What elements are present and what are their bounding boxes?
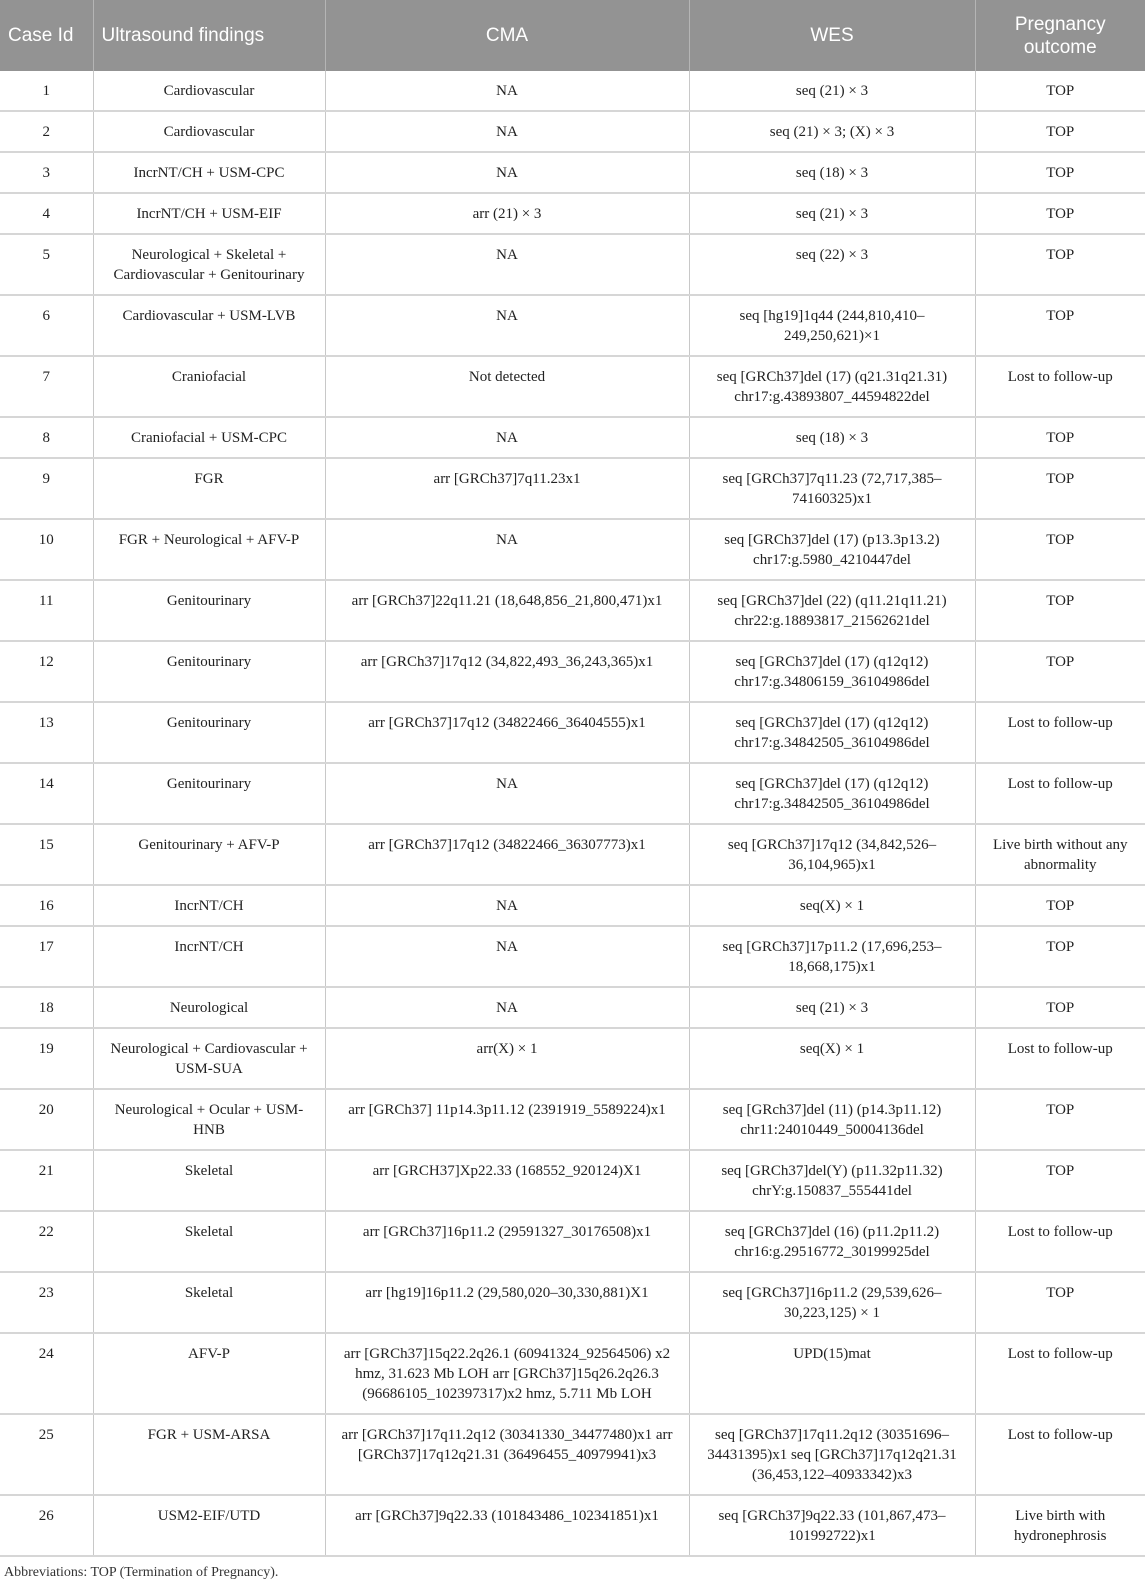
table-row (0, 111, 1145, 152)
cell-ultrasound-findings: IncrNT/CH + USM-CPC (93, 152, 325, 193)
table-row (0, 580, 1145, 641)
table-row (0, 1150, 1145, 1211)
cell-ultrasound-findings: Cardiovascular + USM-LVB (93, 295, 325, 356)
cell-ultrasound-findings: IncrNT/CH (93, 885, 325, 926)
table-row (0, 1333, 1145, 1414)
cell-cma: NA (325, 295, 689, 356)
cell-pregnancy-outcome: Lost to follow-up (975, 1028, 1145, 1089)
cell-case-id: 11 (0, 580, 93, 641)
table-row (0, 417, 1145, 458)
cell-wes: seq [GRCh37]del (16) (p11.2p11.2) chr16:g.29516772_30199925del (689, 1211, 975, 1272)
cell-case-id: 19 (0, 1028, 93, 1089)
table-row (0, 1272, 1145, 1333)
table-row (0, 193, 1145, 234)
cell-cma: NA (325, 519, 689, 580)
cell-cma: Not detected (325, 356, 689, 417)
cell-ultrasound-findings: Genitourinary (93, 641, 325, 702)
cell-cma: arr [hg19]16p11.2 (29,580,020–30,330,881)X1 (325, 1272, 689, 1333)
table-row (0, 295, 1145, 356)
cell-wes: seq(X) × 1 (689, 1028, 975, 1089)
cell-cma: arr [GRCh37]15q22.2q26.1 (60941324_92564506) x2 hmz, 31.623 Mb LOH arr [GRCh37]15q26.2q26.3 (96686105_102397317)x2 hmz, 5.711 Mb LOH (325, 1333, 689, 1414)
cell-wes: seq [GRCh37]16p11.2 (29,539,626–30,223,125) × 1 (689, 1272, 975, 1333)
cell-pregnancy-outcome: Lost to follow-up (975, 1211, 1145, 1272)
cell-wes: seq [hg19]1q44 (244,810,410–249,250,621)×1 (689, 295, 975, 356)
cell-ultrasound-findings: Genitourinary (93, 763, 325, 824)
cell-pregnancy-outcome: TOP (975, 111, 1145, 152)
cell-cma: arr [GRCh37]17q12 (34822466_36404555)x1 (325, 702, 689, 763)
cell-pregnancy-outcome: Live birth with hydronephrosis (975, 1495, 1145, 1556)
cell-pregnancy-outcome: TOP (975, 1150, 1145, 1211)
cell-ultrasound-findings: Genitourinary (93, 702, 325, 763)
cell-ultrasound-findings: Neurological + Ocular + USM-HNB (93, 1089, 325, 1150)
cell-cma: arr [GRCh37]17q12 (34822466_36307773)x1 (325, 824, 689, 885)
cell-ultrasound-findings: Genitourinary + AFV-P (93, 824, 325, 885)
table-row (0, 824, 1145, 885)
cell-wes: seq [GRCh37]del (22) (q11.21q11.21) chr22:g.18893817_21562621del (689, 580, 975, 641)
cell-wes: seq [GRCh37]del(Y) (p11.32p11.32) chrY:g.150837_555441del (689, 1150, 975, 1211)
cell-ultrasound-findings: USM2-EIF/UTD (93, 1495, 325, 1556)
cell-cma: arr [GRCh37]9q22.33 (101843486_102341851)x1 (325, 1495, 689, 1556)
cell-ultrasound-findings: Craniofacial (93, 356, 325, 417)
cell-cma: NA (325, 417, 689, 458)
cell-cma: NA (325, 152, 689, 193)
cell-cma: NA (325, 111, 689, 152)
cell-cma: NA (325, 885, 689, 926)
table-row (0, 1211, 1145, 1272)
cell-cma: arr [GRCh37]22q11.21 (18,648,856_21,800,471)x1 (325, 580, 689, 641)
cell-case-id: 23 (0, 1272, 93, 1333)
cell-case-id: 5 (0, 234, 93, 295)
cell-pregnancy-outcome: TOP (975, 926, 1145, 987)
table-row (0, 1089, 1145, 1150)
cell-case-id: 3 (0, 152, 93, 193)
table-body (0, 71, 1145, 1556)
table-row (0, 641, 1145, 702)
cell-pregnancy-outcome: TOP (975, 295, 1145, 356)
cell-pregnancy-outcome: TOP (975, 71, 1145, 111)
cell-cma: NA (325, 987, 689, 1028)
cell-case-id: 9 (0, 458, 93, 519)
cell-cma: arr [GRCh37] 11p14.3p11.12 (2391919_5589224)x1 (325, 1089, 689, 1150)
table-row (0, 234, 1145, 295)
table-row (0, 763, 1145, 824)
cell-case-id: 26 (0, 1495, 93, 1556)
cell-pregnancy-outcome: TOP (975, 885, 1145, 926)
table-row (0, 885, 1145, 926)
cell-wes: seq (21) × 3; (X) × 3 (689, 111, 975, 152)
header-cma: CMA (325, 0, 689, 71)
cell-case-id: 20 (0, 1089, 93, 1150)
cell-case-id: 4 (0, 193, 93, 234)
cell-wes: seq (21) × 3 (689, 71, 975, 111)
cell-ultrasound-findings: FGR (93, 458, 325, 519)
cell-case-id: 24 (0, 1333, 93, 1414)
cell-pregnancy-outcome: Lost to follow-up (975, 702, 1145, 763)
cell-ultrasound-findings: Neurological + Cardiovascular + USM-SUA (93, 1028, 325, 1089)
cell-case-id: 17 (0, 926, 93, 987)
cell-cma: arr [GRCH37]Xp22.33 (168552_920124)X1 (325, 1150, 689, 1211)
header-pregnancy-outcome: Pregnancy outcome (975, 0, 1145, 71)
cell-wes: seq (18) × 3 (689, 417, 975, 458)
cell-pregnancy-outcome: Lost to follow-up (975, 1414, 1145, 1495)
cell-pregnancy-outcome: Lost to follow-up (975, 763, 1145, 824)
cell-case-id: 21 (0, 1150, 93, 1211)
cell-case-id: 1 (0, 71, 93, 111)
cell-wes: seq [GRCh37]7q11.23 (72,717,385–74160325)x1 (689, 458, 975, 519)
cell-ultrasound-findings: Skeletal (93, 1272, 325, 1333)
cell-case-id: 10 (0, 519, 93, 580)
cell-ultrasound-findings: Cardiovascular (93, 71, 325, 111)
cell-cma: arr [GRCh37]17q11.2q12 (30341330_34477480)x1 arr [GRCh37]17q12q21.31 (36496455_40979941)x3 (325, 1414, 689, 1495)
cell-case-id: 16 (0, 885, 93, 926)
cell-wes: seq [GRCh37]del (17) (p13.3p13.2) chr17:g.5980_4210447del (689, 519, 975, 580)
cell-pregnancy-outcome: TOP (975, 1272, 1145, 1333)
cell-case-id: 22 (0, 1211, 93, 1272)
cell-wes: seq (21) × 3 (689, 193, 975, 234)
header-wes: WES (689, 0, 975, 71)
cell-cma: arr [GRCh37]7q11.23x1 (325, 458, 689, 519)
cell-wes: seq [GRCh37]del (17) (q12q12) chr17:g.34842505_36104986del (689, 702, 975, 763)
table-row (0, 987, 1145, 1028)
cell-wes: seq [GRch37]del (11) (p14.3p11.12) chr11:24010449_50004136del (689, 1089, 975, 1150)
cell-pregnancy-outcome: TOP (975, 1089, 1145, 1150)
cell-cma: arr(X) × 1 (325, 1028, 689, 1089)
cell-case-id: 18 (0, 987, 93, 1028)
header-case-id: Case Id (0, 0, 93, 71)
table-row (0, 1414, 1145, 1495)
cell-pregnancy-outcome: TOP (975, 519, 1145, 580)
cell-pregnancy-outcome: TOP (975, 152, 1145, 193)
cell-wes: seq [GRCh37]9q22.33 (101,867,473–101992722)x1 (689, 1495, 975, 1556)
cell-wes: seq [GRCh37]17q11.2q12 (30351696–34431395)x1 seq [GRCh37]17q12q21.31 (36,453,122–40933342)x3 (689, 1414, 975, 1495)
table-row (0, 1028, 1145, 1089)
footnote: Abbreviations: TOP (Termination of Pregnancy). (4, 1565, 279, 1580)
table-row (0, 702, 1145, 763)
cell-ultrasound-findings: FGR + USM-ARSA (93, 1414, 325, 1495)
cell-wes: seq (21) × 3 (689, 987, 975, 1028)
cell-ultrasound-findings: Genitourinary (93, 580, 325, 641)
cell-wes: seq (18) × 3 (689, 152, 975, 193)
cell-ultrasound-findings: Skeletal (93, 1211, 325, 1272)
cell-pregnancy-outcome: Live birth without any abnormality (975, 824, 1145, 885)
cell-ultrasound-findings: Cardiovascular (93, 111, 325, 152)
table-row (0, 926, 1145, 987)
cell-wes: UPD(15)mat (689, 1333, 975, 1414)
cell-ultrasound-findings: IncrNT/CH (93, 926, 325, 987)
table-row (0, 71, 1145, 111)
cell-ultrasound-findings: Neurological + Skeletal + Cardiovascular + Genitourinary (93, 234, 325, 295)
cell-pregnancy-outcome: TOP (975, 458, 1145, 519)
cell-wes: seq [GRCh37]del (17) (q21.31q21.31) chr17:g.43893807_44594822del (689, 356, 975, 417)
cell-case-id: 25 (0, 1414, 93, 1495)
cell-wes: seq(X) × 1 (689, 885, 975, 926)
cell-case-id: 7 (0, 356, 93, 417)
cell-case-id: 6 (0, 295, 93, 356)
header-ultrasound-findings: Ultrasound findings (93, 0, 325, 71)
cell-case-id: 15 (0, 824, 93, 885)
cell-ultrasound-findings: IncrNT/CH + USM-EIF (93, 193, 325, 234)
cell-case-id: 13 (0, 702, 93, 763)
table-row (0, 519, 1145, 580)
cell-ultrasound-findings: Skeletal (93, 1150, 325, 1211)
cell-cma: arr [GRCh37]17q12 (34,822,493_36,243,365)x1 (325, 641, 689, 702)
cell-case-id: 12 (0, 641, 93, 702)
cell-cma: NA (325, 763, 689, 824)
cell-pregnancy-outcome: Lost to follow-up (975, 1333, 1145, 1414)
cell-pregnancy-outcome: TOP (975, 580, 1145, 641)
cell-wes: seq [GRCh37]17q12 (34,842,526–36,104,965)x1 (689, 824, 975, 885)
cell-wes: seq [GRCh37]del (17) (q12q12) chr17:g.34842505_36104986del (689, 763, 975, 824)
cell-cma: NA (325, 926, 689, 987)
cell-ultrasound-findings: Craniofacial + USM-CPC (93, 417, 325, 458)
table-row (0, 356, 1145, 417)
cell-pregnancy-outcome: TOP (975, 987, 1145, 1028)
cell-pregnancy-outcome: TOP (975, 193, 1145, 234)
table-row (0, 152, 1145, 193)
cell-cma: arr [GRCh37]16p11.2 (29591327_30176508)x1 (325, 1211, 689, 1272)
cell-case-id: 2 (0, 111, 93, 152)
cell-wes: seq [GRCh37]17p11.2 (17,696,253–18,668,175)x1 (689, 926, 975, 987)
table-row (0, 458, 1145, 519)
cell-cma: arr (21) × 3 (325, 193, 689, 234)
cell-ultrasound-findings: AFV-P (93, 1333, 325, 1414)
cell-ultrasound-findings: Neurological (93, 987, 325, 1028)
cell-cma: NA (325, 234, 689, 295)
cell-pregnancy-outcome: Lost to follow-up (975, 356, 1145, 417)
cell-case-id: 8 (0, 417, 93, 458)
cell-ultrasound-findings: FGR + Neurological + AFV-P (93, 519, 325, 580)
cell-wes: seq (22) × 3 (689, 234, 975, 295)
cell-case-id: 14 (0, 763, 93, 824)
header-row (0, 0, 1145, 71)
cell-pregnancy-outcome: TOP (975, 417, 1145, 458)
cell-pregnancy-outcome: TOP (975, 234, 1145, 295)
cell-pregnancy-outcome: TOP (975, 641, 1145, 702)
cell-cma: NA (325, 71, 689, 111)
cell-wes: seq [GRCh37]del (17) (q12q12) chr17:g.34806159_36104986del (689, 641, 975, 702)
table-row (0, 1495, 1145, 1556)
